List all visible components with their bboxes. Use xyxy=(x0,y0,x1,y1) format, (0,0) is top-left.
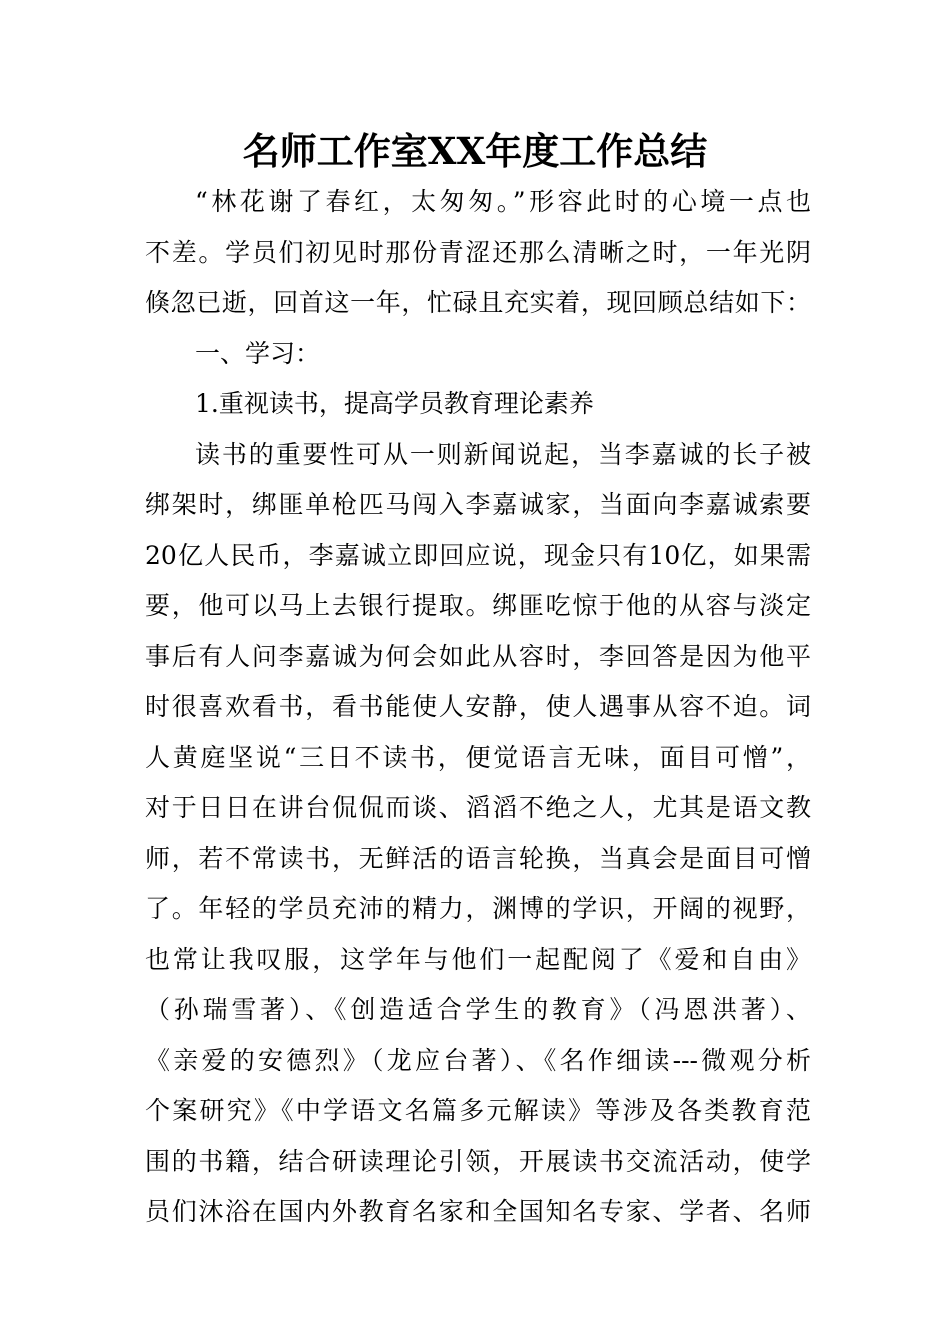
paragraph-line: “林花谢了春红，太匆匆。”形容此时的心境一点也 xyxy=(195,187,811,216)
paragraph-line: 绑架时，绑匪单枪匹马闯入李嘉诚家，当面向李嘉诚索要 xyxy=(145,490,811,519)
document-title: 名师工作室XX年度工作总结 xyxy=(242,129,708,173)
paragraph-line: 了。年轻的学员充沛的精力，渊博的学识，开阔的视野， xyxy=(145,894,811,923)
paragraph-line: 师，若不常读书，无鲜活的语言轮换，当真会是面目可憎 xyxy=(145,844,811,873)
paragraph-line: 不差。学员们初见时那份青涩还那么清晰之时，一年光阴 xyxy=(145,238,811,267)
paragraph-line: 时很喜欢看书，看书能使人安静，使人遇事从容不迫。词 xyxy=(145,692,811,721)
paragraph-line: 员们沐浴在国内外教育名家和全国知名专家、学者、名师 xyxy=(145,1197,811,1226)
section-heading: 一、学习： xyxy=(195,339,321,368)
paragraph-line: 事后有人问李嘉诚为何会如此从容时，李回答是因为他平 xyxy=(145,642,811,671)
paragraph-line: 围的书籍，结合研读理论引领，开展读书交流活动，使学 xyxy=(145,1147,811,1176)
paragraph-line: 人黄庭坚说“三日不读书，便觉语言无味，面目可憎”， xyxy=(145,743,811,772)
subsection-heading: 1.重视读书，提高学员教育理论素养 xyxy=(195,389,594,418)
paragraph-line: 倏忽已逝，回首这一年，忙碌且充实着，现回顾总结如下： xyxy=(145,288,811,317)
paragraph-line: 也常让我叹服，这学年与他们一起配阅了《爱和自由》 xyxy=(145,945,811,974)
paragraph-line: 个案研究》《中学语文名篇多元解读》等涉及各类教育范 xyxy=(145,1096,811,1125)
paragraph-line: 20亿人民币，李嘉诚立即回应说，现金只有10亿，如果需 xyxy=(145,541,811,570)
paragraph-line: 《亲爱的安德烈》（龙应台著）、《名作细读---微观分析 xyxy=(145,1046,811,1075)
paragraph-line: 读书的重要性可从一则新闻说起，当李嘉诚的长子被 xyxy=(195,440,811,469)
paragraph-line: 要，他可以马上去银行提取。绑匪吃惊于他的从容与淡定 xyxy=(145,591,811,620)
paragraph-line: 对于日日在讲台侃侃而谈、滔滔不绝之人，尤其是语文教 xyxy=(145,793,811,822)
paragraph-line: （孙瑞雪著）、《创造适合学生的教育》（冯恩洪著）、 xyxy=(145,995,811,1024)
